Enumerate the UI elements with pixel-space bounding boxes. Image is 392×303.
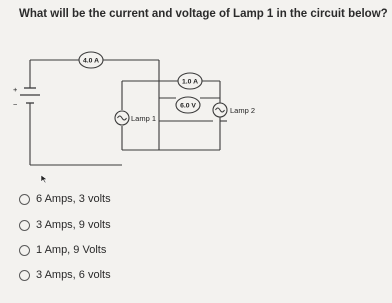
question-text: What will be the current and voltage of Lamp 1 in the circuit below? [19, 8, 388, 20]
ammeter-branch-reading: 1.0 A [182, 78, 198, 86]
mouse-cursor-icon [40, 174, 48, 184]
radio-button[interactable] [19, 245, 30, 256]
radio-button[interactable] [19, 194, 30, 205]
lamp1-symbol [115, 111, 156, 125]
battery-plus-label: + [13, 85, 18, 94]
radio-button[interactable] [19, 270, 30, 281]
radio-button[interactable] [19, 220, 30, 231]
lamp2-label: Lamp 2 [230, 106, 256, 115]
answer-option-1[interactable] [19, 190, 219, 208]
answer-option-label: 6 Amps, 3 volts [36, 193, 111, 205]
battery-minus-label: − [13, 100, 18, 109]
battery-symbol [13, 85, 40, 109]
lamp1-label: Lamp 1 [131, 114, 157, 123]
answer-option-2[interactable] [19, 216, 219, 234]
lamp2-symbol [213, 103, 255, 117]
answer-option-label: 3 Amps, 9 volts [36, 219, 111, 231]
voltmeter [176, 97, 200, 113]
ammeter-main-reading: 4.0 A [83, 57, 99, 65]
answer-option-label: 3 Amps, 6 volts [36, 269, 111, 281]
ammeter-main [79, 52, 103, 68]
voltmeter-reading: 6.0 V [180, 102, 196, 110]
answer-option-3[interactable] [19, 241, 219, 259]
answer-option-label: 1 Amp, 9 Volts [36, 244, 107, 256]
ammeter-branch [178, 73, 202, 89]
answer-option-4[interactable] [19, 266, 219, 284]
